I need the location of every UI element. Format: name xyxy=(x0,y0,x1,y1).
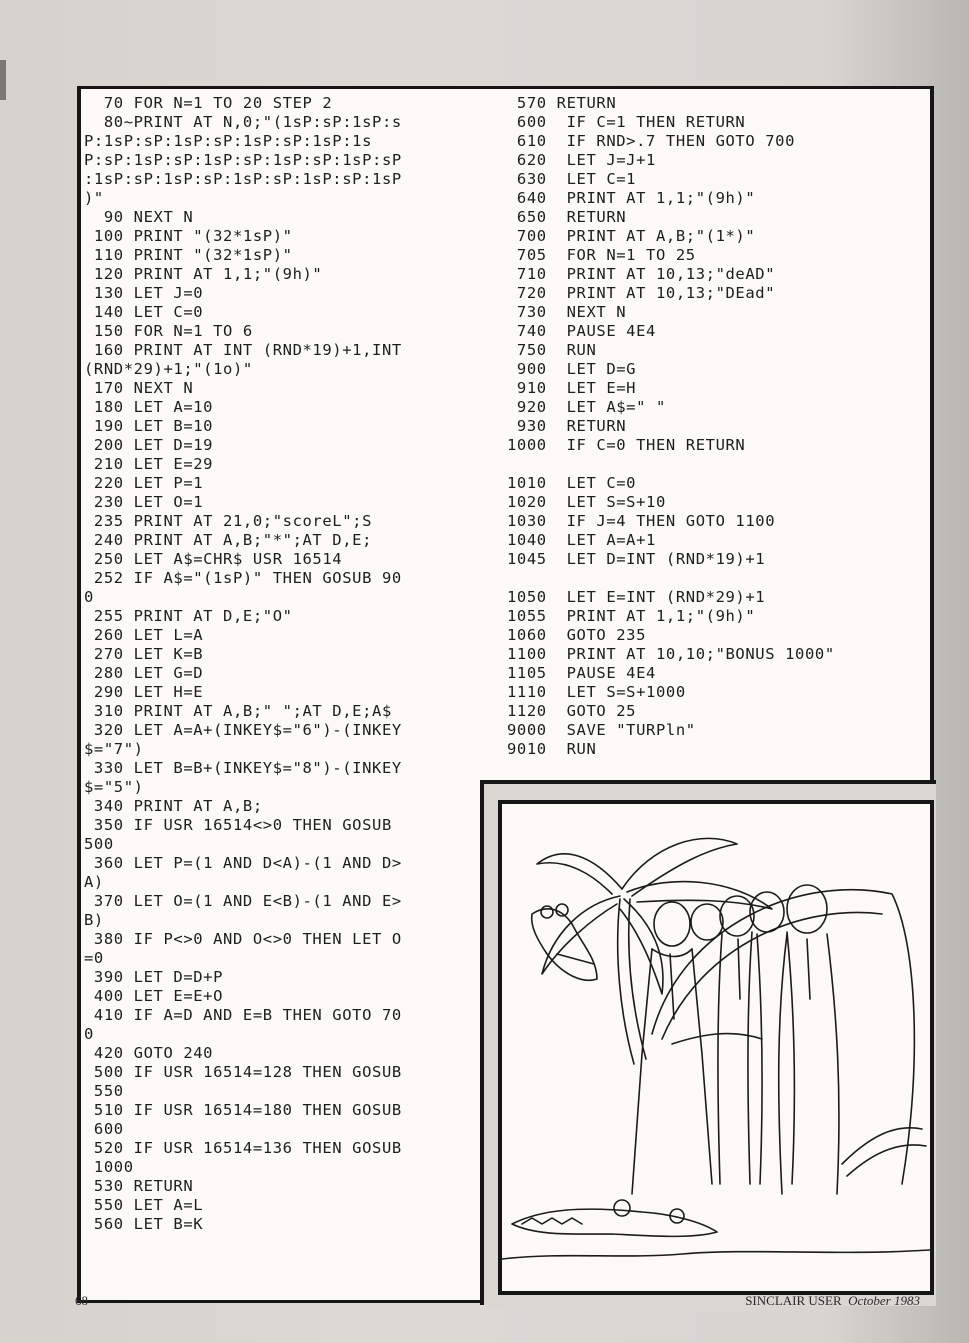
code-line: B) xyxy=(84,911,104,929)
crocodile-head xyxy=(532,909,597,980)
code-line: 400 LET E=E+O xyxy=(84,987,224,1005)
code-line: 80~PRINT AT N,0;"(1sP:sP:1sP:s xyxy=(84,113,402,131)
code-line: 270 LET K=B xyxy=(84,645,204,663)
code-line: 705 FOR N=1 TO 25 xyxy=(507,246,696,264)
code-line: P:1sP:sP:1sP:sP:1sP:sP:1sP:1s xyxy=(84,132,373,150)
code-line: 930 RETURN xyxy=(507,417,627,435)
code-line: 280 LET G=D xyxy=(84,664,204,682)
code-line: 220 LET P=1 xyxy=(84,474,204,492)
code-line: 730 NEXT N xyxy=(507,303,627,321)
code-line: 420 GOTO 240 xyxy=(84,1044,214,1062)
cartoon-illustration xyxy=(498,800,934,1295)
code-line: 390 LET D=D+P xyxy=(84,968,224,986)
code-line: 380 IF P<>0 AND O<>0 THEN LET O xyxy=(84,930,402,948)
code-line: 200 LET D=19 xyxy=(84,436,214,454)
code-line: 1045 LET D=INT (RND*19)+1 xyxy=(507,550,766,568)
code-line: 260 LET L=A xyxy=(84,626,204,644)
code-line: 290 LET H=E xyxy=(84,683,204,701)
code-line: 530 RETURN xyxy=(84,1177,194,1195)
code-line: 510 IF USR 16514=180 THEN GOSUB xyxy=(84,1101,402,1119)
code-line: 130 LET J=0 xyxy=(84,284,204,302)
program-listing-right xyxy=(507,94,932,759)
code-line: 9010 RUN xyxy=(507,740,597,758)
code-line: 140 LET C=0 xyxy=(84,303,204,321)
magazine-name: SINCLAIR USER xyxy=(745,1293,842,1308)
code-line: 500 xyxy=(84,835,114,853)
code-line: 720 PRINT AT 10,13;"DEad" xyxy=(507,284,776,302)
island-dome xyxy=(652,890,914,1184)
page-number: 68 xyxy=(75,1293,88,1308)
code-line: 1105 PAUSE 4E4 xyxy=(507,664,656,682)
code-line: 190 LET B=10 xyxy=(84,417,214,435)
issue-date: October 1983 xyxy=(848,1293,920,1308)
code-line: 1040 LET A=A+1 xyxy=(507,531,656,549)
code-line: 570 RETURN xyxy=(507,94,617,112)
code-line: 70 FOR N=1 TO 20 STEP 2 xyxy=(84,94,333,112)
code-line xyxy=(507,569,932,588)
code-line: 0 xyxy=(84,1025,94,1043)
code-line: :1sP:sP:1sP:sP:1sP:sP:1sP:sP:1sP xyxy=(84,170,402,188)
code-line: 160 PRINT AT INT (RND*19)+1,INT xyxy=(84,341,402,359)
code-line: 650 RETURN xyxy=(507,208,627,226)
code-line: A) xyxy=(84,873,104,891)
code-line: 640 PRINT AT 1,1;"(9h)" xyxy=(507,189,756,207)
code-line: 240 PRINT AT A,B;"*";AT D,E; xyxy=(84,531,373,549)
code-line: $="5") xyxy=(84,778,144,796)
code-line: 150 FOR N=1 TO 6 xyxy=(84,322,253,340)
cutout-border-left xyxy=(480,781,484,1305)
code-line: 250 LET A$=CHR$ USR 16514 xyxy=(84,550,343,568)
code-line: 750 RUN xyxy=(507,341,597,359)
code-line: 230 LET O=1 xyxy=(84,493,204,511)
code-line: 0 xyxy=(84,588,94,606)
ground-line xyxy=(502,1250,930,1259)
code-line: 600 IF C=1 THEN RETURN xyxy=(507,113,746,131)
code-line: 740 PAUSE 4E4 xyxy=(507,322,656,340)
code-line: 1120 GOTO 25 xyxy=(507,702,637,720)
code-line: 1110 LET S=S+1000 xyxy=(507,683,686,701)
code-line: 120 PRINT AT 1,1;"(9h)" xyxy=(84,265,323,283)
code-line: 500 IF USR 16514=128 THEN GOSUB xyxy=(84,1063,402,1081)
group-of-people xyxy=(632,885,839,1194)
code-line: 310 PRINT AT A,B;" ";AT D,E;A$ xyxy=(84,702,392,720)
palm-frond xyxy=(537,854,622,894)
code-line: 630 LET C=1 xyxy=(507,170,637,188)
code-line: 550 xyxy=(84,1082,124,1100)
code-line: 700 PRINT AT A,B;"(1*)" xyxy=(507,227,756,245)
program-listing-left xyxy=(84,94,479,1234)
code-line: 210 LET E=29 xyxy=(84,455,214,473)
code-line: 360 LET P=(1 AND D<A)-(1 AND D> xyxy=(84,854,402,872)
code-line: 9000 SAVE "TURPln" xyxy=(507,721,696,739)
code-line: 1050 LET E=INT (RND*29)+1 xyxy=(507,588,766,606)
code-line: 370 LET O=(1 AND E<B)-(1 AND E> xyxy=(84,892,402,910)
code-line: 235 PRINT AT 21,0;"scoreL";S xyxy=(84,512,373,530)
code-line: =0 xyxy=(84,949,104,967)
code-line: 110 PRINT "(32*1sP)" xyxy=(84,246,293,264)
code-line: 1020 LET S=S+10 xyxy=(507,493,666,511)
code-line: 620 LET J=J+1 xyxy=(507,151,656,169)
code-line: $="7") xyxy=(84,740,144,758)
code-line: 1000 IF C=0 THEN RETURN xyxy=(507,436,746,454)
code-line: 1055 PRINT AT 1,1;"(9h)" xyxy=(507,607,756,625)
code-line: 1100 PRINT AT 10,10;"BONUS 1000" xyxy=(507,645,835,663)
code-line: 252 IF A$="(1sP)" THEN GOSUB 90 xyxy=(84,569,402,587)
code-line: 610 IF RND>.7 THEN GOTO 700 xyxy=(507,132,796,150)
cutout-border-top xyxy=(480,780,936,784)
code-line: 560 LET B=K xyxy=(84,1215,204,1233)
island-cartoon-drawing xyxy=(502,804,930,1291)
code-line xyxy=(507,455,932,474)
code-line: 1060 GOTO 235 xyxy=(507,626,647,644)
code-line: 330 LET B=B+(INKEY$="8")-(INKEY xyxy=(84,759,402,777)
code-line: 550 LET A=L xyxy=(84,1196,204,1214)
code-line: 100 PRINT "(32*1sP)" xyxy=(84,227,293,245)
code-line: 520 IF USR 16514=136 THEN GOSUB xyxy=(84,1139,402,1157)
code-line: 90 NEXT N xyxy=(84,208,194,226)
code-line: 600 xyxy=(84,1120,124,1138)
code-line: 255 PRINT AT D,E;"O" xyxy=(84,607,293,625)
binding-edge xyxy=(0,60,6,100)
code-line: 180 LET A=10 xyxy=(84,398,214,416)
code-line: )" xyxy=(84,189,104,207)
code-line: 350 IF USR 16514<>0 THEN GOSUB xyxy=(84,816,392,834)
code-line: 1030 IF J=4 THEN GOTO 1100 xyxy=(507,512,776,530)
code-line: 410 IF A=D AND E=B THEN GOTO 70 xyxy=(84,1006,402,1024)
code-line: 320 LET A=A+(INKEY$="6")-(INKEY xyxy=(84,721,402,739)
code-line: 910 LET E=H xyxy=(507,379,637,397)
code-line: 900 LET D=G xyxy=(507,360,637,378)
code-line: 170 NEXT N xyxy=(84,379,194,397)
code-line: 1010 LET C=0 xyxy=(507,474,637,492)
code-line: 920 LET A$=" " xyxy=(507,398,666,416)
code-line: 1000 xyxy=(84,1158,134,1176)
code-line: 710 PRINT AT 10,13;"deAD" xyxy=(507,265,776,283)
magazine-footer xyxy=(745,1293,920,1309)
code-line: (RND*29)+1;"(1o)" xyxy=(84,360,253,378)
code-line: 340 PRINT AT A,B; xyxy=(84,797,263,815)
code-line: P:sP:1sP:sP:1sP:sP:1sP:sP:1sP:sP xyxy=(84,151,402,169)
